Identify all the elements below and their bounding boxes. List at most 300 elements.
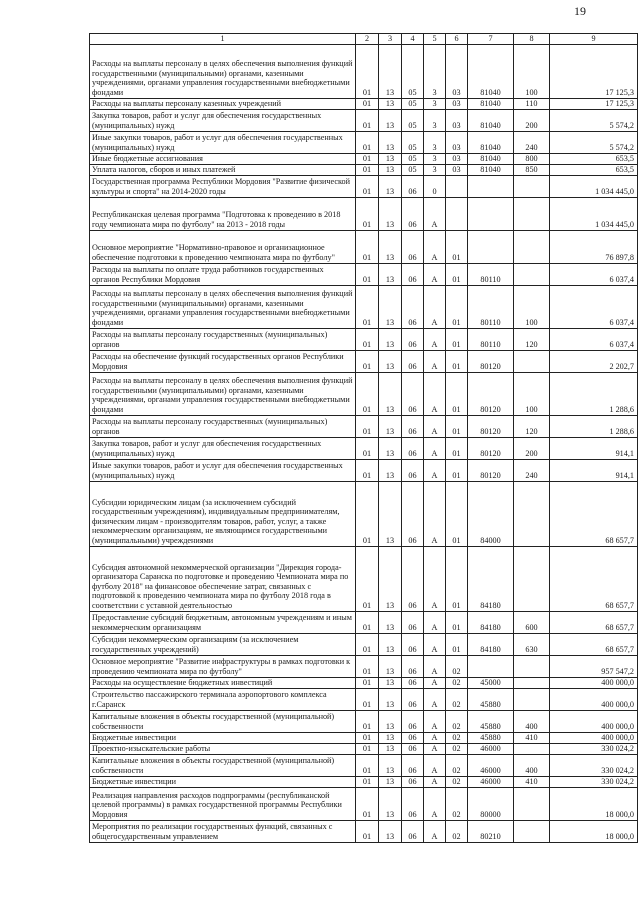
direction-code-cell: 45880 <box>468 732 514 743</box>
direction-code-cell: 46000 <box>468 776 514 787</box>
direction-code-cell: 80120 <box>468 372 514 415</box>
amount-cell: 17 125,3 <box>550 44 638 98</box>
event-code-cell: 02 <box>446 754 468 776</box>
amount-cell: 6 037,4 <box>550 328 638 350</box>
table-row <box>90 820 638 842</box>
amount-cell: 330 024,2 <box>550 754 638 776</box>
section-code-cell: 01 <box>356 328 379 350</box>
direction-code-cell: 84180 <box>468 546 514 611</box>
direction-code-cell: 84180 <box>468 633 514 655</box>
expense-type-code-cell <box>514 175 550 197</box>
page-number: 19 <box>574 4 586 18</box>
expense-name-cell: Иные бюджетные ассигнования <box>90 153 356 164</box>
table-row <box>90 44 638 98</box>
subsection-code-cell: 13 <box>379 820 402 842</box>
program-code-cell: 06 <box>402 677 424 688</box>
direction-code-cell: 81040 <box>468 164 514 175</box>
table-row <box>90 153 638 164</box>
event-code-cell <box>446 197 468 230</box>
section-code-cell: 01 <box>356 754 379 776</box>
subprogram-code-cell: А <box>424 754 446 776</box>
event-code-cell: 01 <box>446 437 468 459</box>
subsection-code-cell: 13 <box>379 164 402 175</box>
section-code-cell: 01 <box>356 677 379 688</box>
section-code-cell: 01 <box>356 546 379 611</box>
section-code-cell: 01 <box>356 633 379 655</box>
subprogram-code-cell: А <box>424 372 446 415</box>
subsection-code-cell: 13 <box>379 546 402 611</box>
expense-name-cell: Мероприятия по реализации государственных функций, связанных с общегосударственным управлением <box>90 820 356 842</box>
amount-cell: 6 037,4 <box>550 263 638 285</box>
expense-name-cell: Закупка товаров, работ и услуг для обеспечения государственных (муниципальных) нужд <box>90 109 356 131</box>
program-code-cell: 06 <box>402 481 424 546</box>
section-code-cell: 01 <box>356 372 379 415</box>
expense-name-cell: Закупка товаров, работ и услуг для обеспечения государственных (муниципальных) нужд <box>90 437 356 459</box>
subprogram-code-cell: А <box>424 230 446 263</box>
amount-cell: 68 657,7 <box>550 481 638 546</box>
program-code-cell: 06 <box>402 688 424 710</box>
subprogram-code-cell: А <box>424 776 446 787</box>
subprogram-code-cell: А <box>424 437 446 459</box>
subsection-code-cell: 13 <box>379 285 402 328</box>
event-code-cell: 01 <box>446 415 468 437</box>
subprogram-code-cell: 3 <box>424 164 446 175</box>
expense-name-cell: Расходы на выплаты персоналу государственных (муниципальных) органов <box>90 415 356 437</box>
event-code-cell: 01 <box>446 328 468 350</box>
section-code-cell: 01 <box>356 437 379 459</box>
expense-type-code-cell <box>514 820 550 842</box>
amount-cell: 5 574,2 <box>550 131 638 153</box>
direction-code-cell: 46000 <box>468 743 514 754</box>
expense-type-code-cell: 400 <box>514 754 550 776</box>
table-row <box>90 328 638 350</box>
expense-name-cell: Бюджетные инвестиции <box>90 732 356 743</box>
amount-cell: 914,1 <box>550 459 638 481</box>
subprogram-code-cell: 3 <box>424 131 446 153</box>
expense-type-code-cell: 120 <box>514 415 550 437</box>
amount-cell: 1 034 445,0 <box>550 175 638 197</box>
section-code-cell: 01 <box>356 732 379 743</box>
expense-type-code-cell <box>514 230 550 263</box>
expense-type-code-cell <box>514 546 550 611</box>
subprogram-code-cell: А <box>424 481 446 546</box>
event-code-cell: 02 <box>446 787 468 820</box>
subprogram-code-cell: А <box>424 732 446 743</box>
subsection-code-cell: 13 <box>379 372 402 415</box>
program-code-cell: 06 <box>402 285 424 328</box>
section-code-cell: 01 <box>356 44 379 98</box>
event-code-cell <box>446 175 468 197</box>
direction-code-cell: 81040 <box>468 109 514 131</box>
subprogram-code-cell: А <box>424 350 446 372</box>
program-code-cell: 06 <box>402 230 424 263</box>
amount-cell: 18 000,0 <box>550 787 638 820</box>
table-row <box>90 546 638 611</box>
section-code-cell: 01 <box>356 415 379 437</box>
expense-name-cell: Расходы на выплаты персоналу казенных учреждений <box>90 98 356 109</box>
expense-type-code-cell: 110 <box>514 98 550 109</box>
program-code-cell: 06 <box>402 776 424 787</box>
expense-type-code-cell: 100 <box>514 372 550 415</box>
direction-code-cell: 80120 <box>468 459 514 481</box>
direction-code-cell: 84000 <box>468 481 514 546</box>
event-code-cell: 02 <box>446 743 468 754</box>
direction-code-cell: 84180 <box>468 611 514 633</box>
expense-name-cell: Расходы на выплаты персоналу в целях обеспечения выполнения функций государственными (муниципальными) органами, казенными учреждениями, органами управления государственными внебюджетными фондами <box>90 285 356 328</box>
subsection-code-cell: 13 <box>379 459 402 481</box>
section-code-cell: 01 <box>356 611 379 633</box>
section-code-cell: 01 <box>356 285 379 328</box>
event-code-cell: 02 <box>446 710 468 732</box>
subprogram-code-cell: А <box>424 546 446 611</box>
direction-code-cell: 80120 <box>468 350 514 372</box>
subsection-code-cell: 13 <box>379 732 402 743</box>
expense-name-cell: Капитальные вложения в объекты государственной (муниципальной) собственности <box>90 710 356 732</box>
expense-name-cell: Субсидии некоммерческим организациям (за исключением государственных учреждений) <box>90 633 356 655</box>
program-code-cell: 06 <box>402 546 424 611</box>
amount-cell: 957 547,2 <box>550 655 638 677</box>
expense-name-cell: Проектно-изыскательские работы <box>90 743 356 754</box>
table-row <box>90 633 638 655</box>
amount-cell: 1 034 445,0 <box>550 197 638 230</box>
expense-type-code-cell <box>514 688 550 710</box>
subprogram-code-cell: 3 <box>424 98 446 109</box>
event-code-cell: 02 <box>446 820 468 842</box>
table-row <box>90 481 638 546</box>
expense-name-cell: Строительство пассажирского терминала аэропортового комплекса г.Саранск <box>90 688 356 710</box>
column-header: 3 <box>379 34 402 45</box>
table-row <box>90 754 638 776</box>
section-code-cell: 01 <box>356 230 379 263</box>
subprogram-code-cell: А <box>424 459 446 481</box>
table-row <box>90 164 638 175</box>
subsection-code-cell: 13 <box>379 350 402 372</box>
subprogram-code-cell: А <box>424 710 446 732</box>
table-row <box>90 109 638 131</box>
expense-type-code-cell: 800 <box>514 153 550 164</box>
column-header: 9 <box>550 34 638 45</box>
table-row <box>90 655 638 677</box>
program-code-cell: 05 <box>402 131 424 153</box>
section-code-cell: 01 <box>356 787 379 820</box>
expense-name-cell: Бюджетные инвестиции <box>90 776 356 787</box>
amount-cell: 330 024,2 <box>550 776 638 787</box>
event-code-cell: 01 <box>446 459 468 481</box>
table-row <box>90 175 638 197</box>
subprogram-code-cell: А <box>424 787 446 820</box>
table-row <box>90 776 638 787</box>
program-code-cell: 06 <box>402 415 424 437</box>
subprogram-code-cell: 3 <box>424 153 446 164</box>
subsection-code-cell: 13 <box>379 328 402 350</box>
direction-code-cell: 45880 <box>468 688 514 710</box>
section-code-cell: 01 <box>356 688 379 710</box>
table-row <box>90 372 638 415</box>
section-code-cell: 01 <box>356 197 379 230</box>
table-row <box>90 437 638 459</box>
expense-type-code-cell <box>514 481 550 546</box>
subsection-code-cell: 13 <box>379 787 402 820</box>
event-code-cell: 02 <box>446 732 468 743</box>
subprogram-code-cell: А <box>424 611 446 633</box>
direction-code-cell: 80120 <box>468 437 514 459</box>
expense-name-cell: Расходы на выплаты персоналу в целях обеспечения выполнения функций государственными (муниципальными) органами, казенными учреждениями, органами управления государственными внебюджетными фондами <box>90 372 356 415</box>
subsection-code-cell: 13 <box>379 710 402 732</box>
program-code-cell: 05 <box>402 164 424 175</box>
expense-name-cell: Расходы на выплаты персоналу в целях обеспечения выполнения функций государственными (муниципальными) органами, казенными учреждениями, органами управления государственными внебюджетными фондами <box>90 44 356 98</box>
event-code-cell: 02 <box>446 688 468 710</box>
program-code-cell: 06 <box>402 655 424 677</box>
direction-code-cell: 80210 <box>468 820 514 842</box>
expense-name-cell: Реализация направления расходов подпрограммы (республиканской целевой программы) в рамках государственной программы Республики Мордовия <box>90 787 356 820</box>
expense-type-code-cell <box>514 787 550 820</box>
expense-type-code-cell: 100 <box>514 285 550 328</box>
section-code-cell: 01 <box>356 743 379 754</box>
subsection-code-cell: 13 <box>379 109 402 131</box>
event-code-cell: 01 <box>446 481 468 546</box>
expense-name-cell: Расходы на обеспечение функций государственных органов Республики Мордовия <box>90 350 356 372</box>
amount-cell: 17 125,3 <box>550 98 638 109</box>
expense-type-code-cell: 600 <box>514 611 550 633</box>
subprogram-code-cell: А <box>424 285 446 328</box>
subsection-code-cell: 13 <box>379 197 402 230</box>
expense-type-code-cell <box>514 743 550 754</box>
program-code-cell: 06 <box>402 754 424 776</box>
direction-code-cell: 45880 <box>468 710 514 732</box>
amount-cell: 68 657,7 <box>550 611 638 633</box>
subsection-code-cell: 13 <box>379 230 402 263</box>
expense-name-cell: Основное мероприятие "Нормативно-правовое и организационное обеспечение подготовки к проведению чемпионата мира по футболу" <box>90 230 356 263</box>
event-code-cell: 01 <box>446 350 468 372</box>
subsection-code-cell: 13 <box>379 44 402 98</box>
column-header: 7 <box>468 34 514 45</box>
subprogram-code-cell: А <box>424 677 446 688</box>
program-code-cell: 05 <box>402 109 424 131</box>
event-code-cell: 01 <box>446 633 468 655</box>
column-header: 6 <box>446 34 468 45</box>
expense-name-cell: Предоставление субсидий бюджетным, автономным учреждениям и иным некоммерческим организациям <box>90 611 356 633</box>
direction-code-cell: 81040 <box>468 153 514 164</box>
subsection-code-cell: 13 <box>379 677 402 688</box>
table-row <box>90 732 638 743</box>
amount-cell: 76 897,8 <box>550 230 638 263</box>
section-code-cell: 01 <box>356 820 379 842</box>
expense-type-code-cell: 410 <box>514 776 550 787</box>
program-code-cell: 06 <box>402 175 424 197</box>
program-code-cell: 06 <box>402 787 424 820</box>
subsection-code-cell: 13 <box>379 754 402 776</box>
column-header: 5 <box>424 34 446 45</box>
event-code-cell: 01 <box>446 230 468 263</box>
section-code-cell: 01 <box>356 350 379 372</box>
direction-code-cell: 45000 <box>468 677 514 688</box>
section-code-cell: 01 <box>356 710 379 732</box>
column-header: 1 <box>90 34 356 45</box>
amount-cell: 68 657,7 <box>550 633 638 655</box>
budget-table <box>89 33 638 843</box>
table-row <box>90 611 638 633</box>
expense-type-code-cell <box>514 350 550 372</box>
event-code-cell: 01 <box>446 263 468 285</box>
amount-cell: 330 024,2 <box>550 743 638 754</box>
table-row <box>90 677 638 688</box>
section-code-cell: 01 <box>356 481 379 546</box>
subprogram-code-cell: 0 <box>424 175 446 197</box>
subsection-code-cell: 13 <box>379 153 402 164</box>
event-code-cell: 03 <box>446 164 468 175</box>
event-code-cell: 02 <box>446 776 468 787</box>
subprogram-code-cell: А <box>424 820 446 842</box>
event-code-cell: 03 <box>446 153 468 164</box>
direction-code-cell: 46000 <box>468 754 514 776</box>
expense-type-code-cell <box>514 677 550 688</box>
event-code-cell: 03 <box>446 109 468 131</box>
column-header: 4 <box>402 34 424 45</box>
expense-type-code-cell: 200 <box>514 437 550 459</box>
expense-type-code-cell: 100 <box>514 44 550 98</box>
amount-cell: 400 000,0 <box>550 677 638 688</box>
expense-name-cell: Субсидии юридическим лицам (за исключением субсидий государственным учреждениям), индивидуальным предпринимателям, физическим лицам - производителям товаров, работ, услуг, а также некоммерческим организациям, не являющимся государственными (муниципальными) учреждениями <box>90 481 356 546</box>
expense-type-code-cell <box>514 197 550 230</box>
event-code-cell: 02 <box>446 655 468 677</box>
direction-code-cell: 81040 <box>468 44 514 98</box>
program-code-cell: 06 <box>402 710 424 732</box>
expense-name-cell: Расходы на выплаты по оплате труда работников государственных органов Республики Мордовия <box>90 263 356 285</box>
program-code-cell: 05 <box>402 44 424 98</box>
program-code-cell: 06 <box>402 633 424 655</box>
section-code-cell: 01 <box>356 175 379 197</box>
program-code-cell: 06 <box>402 820 424 842</box>
expense-name-cell: Расходы на выплаты персоналу государственных (муниципальных) органов <box>90 328 356 350</box>
subprogram-code-cell: А <box>424 633 446 655</box>
event-code-cell: 03 <box>446 131 468 153</box>
direction-code-cell: 81040 <box>468 98 514 109</box>
amount-cell: 653,5 <box>550 153 638 164</box>
direction-code-cell <box>468 655 514 677</box>
subsection-code-cell: 13 <box>379 688 402 710</box>
subprogram-code-cell: А <box>424 655 446 677</box>
event-code-cell: 01 <box>446 285 468 328</box>
subsection-code-cell: 13 <box>379 743 402 754</box>
expense-type-code-cell: 240 <box>514 131 550 153</box>
subsection-code-cell: 13 <box>379 776 402 787</box>
expense-type-code-cell: 850 <box>514 164 550 175</box>
table-row <box>90 688 638 710</box>
table-row <box>90 787 638 820</box>
section-code-cell: 01 <box>356 131 379 153</box>
program-code-cell: 06 <box>402 372 424 415</box>
program-code-cell: 06 <box>402 459 424 481</box>
section-code-cell: 01 <box>356 776 379 787</box>
column-header: 8 <box>514 34 550 45</box>
subsection-code-cell: 13 <box>379 131 402 153</box>
program-code-cell: 06 <box>402 350 424 372</box>
amount-cell: 653,5 <box>550 164 638 175</box>
subprogram-code-cell: 3 <box>424 109 446 131</box>
event-code-cell: 03 <box>446 44 468 98</box>
expense-name-cell: Государственная программа Республики Мордовия "Развитие физической культуры и спорта" на 2014-2020 годы <box>90 175 356 197</box>
section-code-cell: 01 <box>356 263 379 285</box>
expense-name-cell: Уплата налогов, сборов и иных платежей <box>90 164 356 175</box>
table-row <box>90 459 638 481</box>
direction-code-cell <box>468 175 514 197</box>
event-code-cell: 01 <box>446 372 468 415</box>
program-code-cell: 06 <box>402 437 424 459</box>
direction-code-cell <box>468 197 514 230</box>
event-code-cell: 01 <box>446 546 468 611</box>
table-row <box>90 197 638 230</box>
section-code-cell: 01 <box>356 98 379 109</box>
subsection-code-cell: 13 <box>379 263 402 285</box>
amount-cell: 1 288,6 <box>550 415 638 437</box>
expense-name-cell: Капитальные вложения в объекты государственной (муниципальной) собственности <box>90 754 356 776</box>
direction-code-cell: 80110 <box>468 328 514 350</box>
amount-cell: 2 202,7 <box>550 350 638 372</box>
expense-type-code-cell: 120 <box>514 328 550 350</box>
expense-type-code-cell <box>514 263 550 285</box>
program-code-cell: 06 <box>402 743 424 754</box>
direction-code-cell: 80120 <box>468 415 514 437</box>
subprogram-code-cell: А <box>424 743 446 754</box>
amount-cell: 400 000,0 <box>550 732 638 743</box>
program-code-cell: 06 <box>402 263 424 285</box>
expense-name-cell: Республиканская целевая программа "Подготовка к проведению в 2018 году чемпионата мира по футболу" на 2013 - 2018 годы <box>90 197 356 230</box>
table-row <box>90 131 638 153</box>
subsection-code-cell: 13 <box>379 481 402 546</box>
program-code-cell: 06 <box>402 328 424 350</box>
table-row <box>90 710 638 732</box>
subprogram-code-cell: А <box>424 263 446 285</box>
direction-code-cell <box>468 230 514 263</box>
table-row <box>90 230 638 263</box>
program-code-cell: 05 <box>402 98 424 109</box>
amount-cell: 6 037,4 <box>550 285 638 328</box>
direction-code-cell: 80110 <box>468 285 514 328</box>
expense-type-code-cell <box>514 655 550 677</box>
subsection-code-cell: 13 <box>379 415 402 437</box>
amount-cell: 400 000,0 <box>550 688 638 710</box>
expense-name-cell: Расходы на осуществление бюджетных инвестиций <box>90 677 356 688</box>
table-row <box>90 98 638 109</box>
event-code-cell: 03 <box>446 98 468 109</box>
expense-type-code-cell: 630 <box>514 633 550 655</box>
expense-name-cell: Основное мероприятие "Развитие инфраструктуры в рамках подготовки к проведению чемпионата мира по футболу" <box>90 655 356 677</box>
event-code-cell: 02 <box>446 677 468 688</box>
subsection-code-cell: 13 <box>379 175 402 197</box>
amount-cell: 400 000,0 <box>550 710 638 732</box>
expense-name-cell: Иные закупки товаров, работ и услуг для обеспечения государственных (муниципальных) нужд <box>90 459 356 481</box>
direction-code-cell: 80110 <box>468 263 514 285</box>
program-code-cell: 06 <box>402 732 424 743</box>
section-code-cell: 01 <box>356 153 379 164</box>
section-code-cell: 01 <box>356 109 379 131</box>
expense-type-code-cell: 240 <box>514 459 550 481</box>
expense-type-code-cell: 200 <box>514 109 550 131</box>
program-code-cell: 05 <box>402 153 424 164</box>
expense-name-cell: Иные закупки товаров, работ и услуг для обеспечения государственных (муниципальных) нужд <box>90 131 356 153</box>
table-row <box>90 415 638 437</box>
section-code-cell: 01 <box>356 459 379 481</box>
expense-name-cell: Субсидия автономной некоммерческой организации "Дирекция города-организатора Саранска по подготовке и проведению Чемпионата мира по футболу 2018" на финансовое обеспечение затрат, связанных с подготовкой к проведению чемпионата мира по футболу 2018 года в соответствии с уставной деятельностью <box>90 546 356 611</box>
amount-cell: 68 657,7 <box>550 546 638 611</box>
subprogram-code-cell: А <box>424 328 446 350</box>
subsection-code-cell: 13 <box>379 437 402 459</box>
table-body <box>90 44 638 842</box>
column-header: 2 <box>356 34 379 45</box>
section-code-cell: 01 <box>356 655 379 677</box>
subprogram-code-cell: А <box>424 415 446 437</box>
amount-cell: 18 000,0 <box>550 820 638 842</box>
